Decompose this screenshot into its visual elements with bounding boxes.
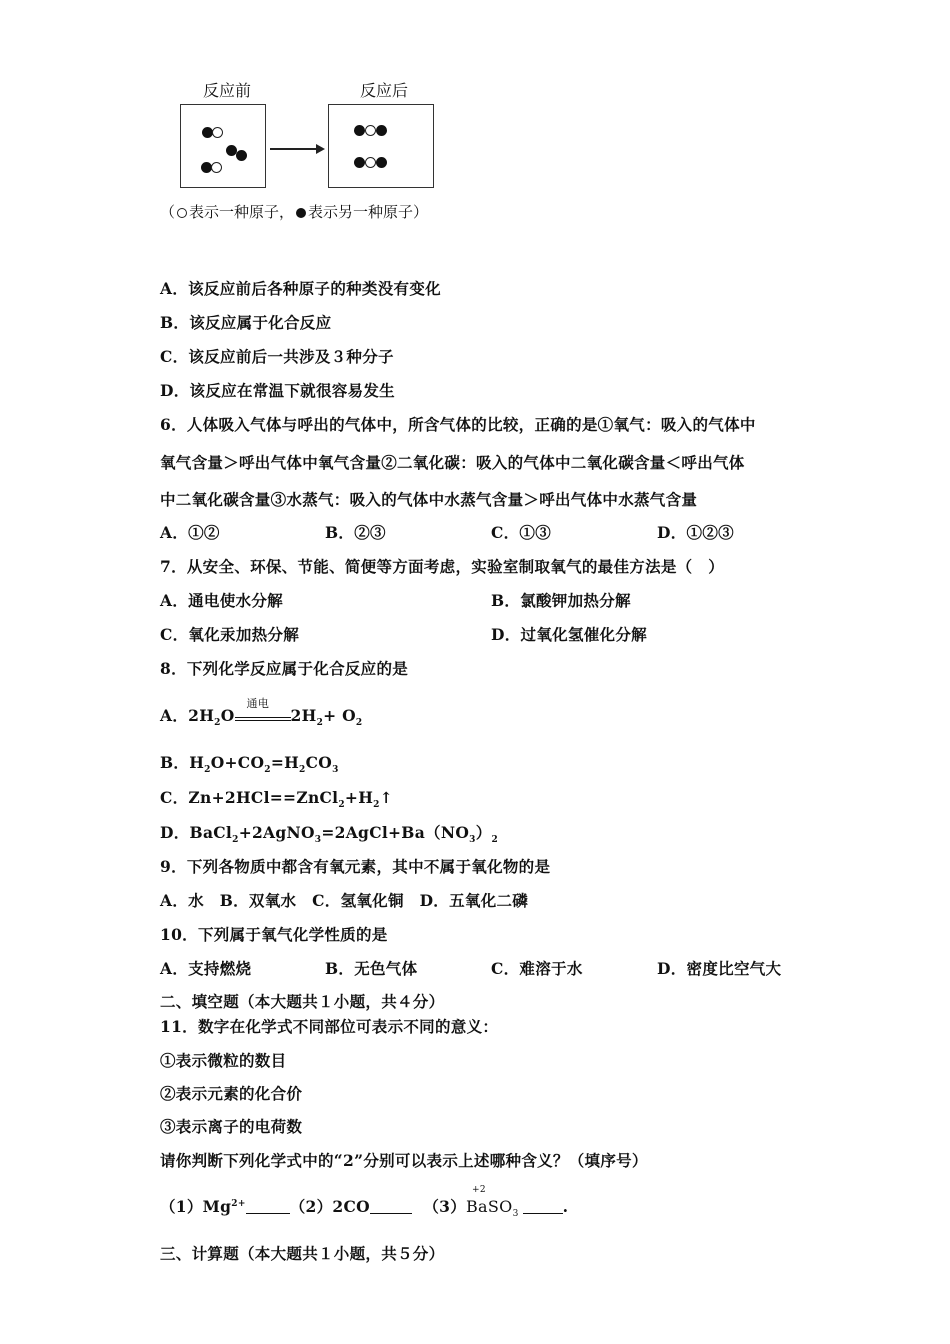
q10-option-d: D．密度比空气大 [657, 959, 782, 978]
q5-option-a: A．该反应前后各种原子的种类没有变化 [160, 279, 441, 298]
q8-b-subscript: 2 [264, 765, 271, 776]
q8-b-part: =H [270, 753, 300, 772]
q8-c-subscript: 2 [373, 800, 380, 811]
q7-option-c: C．氧化汞加热分解 [160, 625, 300, 644]
white-atom [211, 162, 222, 173]
black-atom [236, 150, 247, 161]
q9-options: A．水 B．双氧水 C．氢氧化铜 D．五氧化二磷 [160, 891, 529, 910]
q8-d-part: =2AgCl+Ba（NO [321, 823, 470, 842]
label-after-reaction: 反应后 [360, 81, 409, 100]
q11-item-2: ②表示元素的化合价 [160, 1084, 303, 1103]
q6-option-a: A．①② [160, 523, 220, 542]
q5-option-c: C．该反应前后一共涉及３种分子 [160, 347, 394, 366]
valence-label: +2 [472, 1185, 486, 1195]
q5-option-b: B．该反应属于化合反应 [160, 313, 332, 332]
q8-d-subscript: 2 [491, 835, 499, 846]
q6-stem-line-1: 6．人体吸入气体与呼出的气体中，所含气体的比较，正确的是①氧气：吸入的气体中 [160, 415, 756, 434]
q8-a-part: O [220, 706, 235, 725]
after-reaction-box [328, 104, 434, 188]
oxidation-formula [466, 1185, 519, 1220]
q8-a-part: + O [323, 706, 356, 725]
q6-option-d: D．①②③ [657, 523, 734, 542]
q8-option-d [160, 821, 499, 846]
black-circle-icon [296, 208, 306, 218]
black-atom [376, 157, 387, 168]
q8-d-part: +2AgNO [238, 823, 315, 842]
q6-option-b: B．②③ [325, 523, 386, 542]
q11-stem: 11．数字在化学式不同部位可表示不同的意义： [160, 1017, 499, 1036]
q8-a-subscript: 2 [355, 718, 363, 729]
before-reaction-box [180, 104, 266, 188]
q8-c-part: +H [344, 788, 374, 807]
white-atom [365, 157, 376, 168]
q8-d-subscript: 3 [314, 835, 322, 846]
q8-option-c [160, 786, 394, 811]
q8-b-part: B．H [160, 753, 205, 772]
q8-b-subscript: 2 [204, 765, 211, 776]
q8-stem: 8．下列化学反应属于化合反应的是 [160, 659, 409, 678]
q8-b-subscript: 3 [332, 765, 339, 776]
q8-a-subscript: 2 [316, 718, 324, 729]
q8-option-b [160, 751, 339, 776]
q6-stem-line-2: 氧气含量＞呼出气体中氧气含量②二氧化碳：吸入的气体中二氧化碳含量＜呼出气体 [160, 453, 745, 472]
q5-option-d: D．该反应在常温下就很容易发生 [160, 381, 395, 400]
legend-open: （ [160, 203, 176, 221]
q10-option-c: C．难溶于水 [491, 959, 583, 978]
q8-a-part: A．2H [160, 706, 215, 725]
q7-stem: 7．从安全、环保、节能、简便等方面考虑，实验室制取氧气的最佳方法是（ ） [160, 557, 725, 576]
black-atom [354, 157, 365, 168]
q8-d-part: ） [475, 823, 492, 842]
charge-superscript: 2+ [231, 1198, 246, 1209]
reaction-arrow [270, 148, 318, 150]
q10-option-a: A．支持燃烧 [160, 959, 252, 978]
q8-c-part: C．Zn+2HCl==ZnCl [160, 788, 339, 807]
q9-stem: 9．下列各物质中都含有氧元素，其中不属于氧化物的是 [160, 857, 551, 876]
answer-blank-1[interactable] [246, 1199, 290, 1214]
answer-blank-3[interactable] [523, 1199, 563, 1214]
condition-text: 通电 [246, 697, 270, 710]
black-atom [354, 125, 365, 136]
white-atom [212, 127, 223, 138]
q11-part-3: （3） [423, 1197, 466, 1216]
white-atom [365, 125, 376, 136]
formula-subscript: 3 [512, 1209, 519, 1220]
legend-white-text: 表示一种原子， [189, 203, 295, 221]
reaction-arrowhead [316, 144, 325, 154]
q8-c-subscript: 2 [338, 800, 345, 811]
white-circle-icon [177, 208, 187, 218]
q8-d-subscript: 3 [469, 835, 476, 846]
q8-a-subscript: 2 [214, 718, 221, 729]
q7-option-a: A．通电使水分解 [160, 591, 283, 610]
q8-b-part: O+CO [210, 753, 265, 772]
q11-part-1: （1）Mg [160, 1197, 232, 1216]
section-2-title: 二、填空题（本大题共１小题，共４分） [160, 992, 445, 1011]
q8-d-subscript: 2 [232, 835, 239, 846]
black-atom [376, 125, 387, 136]
q11-part-2: （2）2CO [289, 1197, 370, 1216]
q8-b-part: CO [305, 753, 333, 772]
section-3-title: 三、计算题（本大题共１小题，共５分） [160, 1244, 445, 1263]
q10-option-b: B．无色气体 [325, 959, 418, 978]
diagram-legend [160, 201, 428, 222]
formula-text: BaSO [466, 1197, 513, 1216]
q6-option-c: C．①③ [491, 523, 552, 542]
q8-b-subscript: 2 [299, 765, 306, 776]
reaction-condition [235, 697, 291, 725]
q7-option-b: B．氯酸钾加热分解 [491, 591, 631, 610]
q11-item-1: ①表示微粒的数目 [160, 1051, 287, 1070]
answer-blank-2[interactable] [370, 1199, 412, 1214]
q11-item-3: ③表示离子的电荷数 [160, 1117, 303, 1136]
q8-a-part: 2H [290, 706, 317, 725]
q6-stem-line-3: 中二氧化碳含量③水蒸气：吸入的气体中水蒸气含量＞呼出气体中水蒸气含量 [160, 490, 698, 509]
q11-ask: 请你判断下列化学式中的“2”分别可以表示上述哪种含义？（填序号） [160, 1151, 648, 1170]
q7-option-d: D．过氧化氢催化分解 [491, 625, 647, 644]
q11-period: . [562, 1197, 569, 1216]
gas-arrow-icon: ↑ [379, 788, 394, 807]
q10-stem: 10．下列属于氧气化学性质的是 [160, 925, 388, 944]
q8-d-part: D．BaCl [160, 823, 233, 842]
q11-answers [160, 1185, 569, 1220]
label-before-reaction: 反应前 [203, 81, 252, 100]
q8-option-a [160, 697, 363, 729]
legend-black-text: 表示另一种原子） [308, 203, 429, 221]
